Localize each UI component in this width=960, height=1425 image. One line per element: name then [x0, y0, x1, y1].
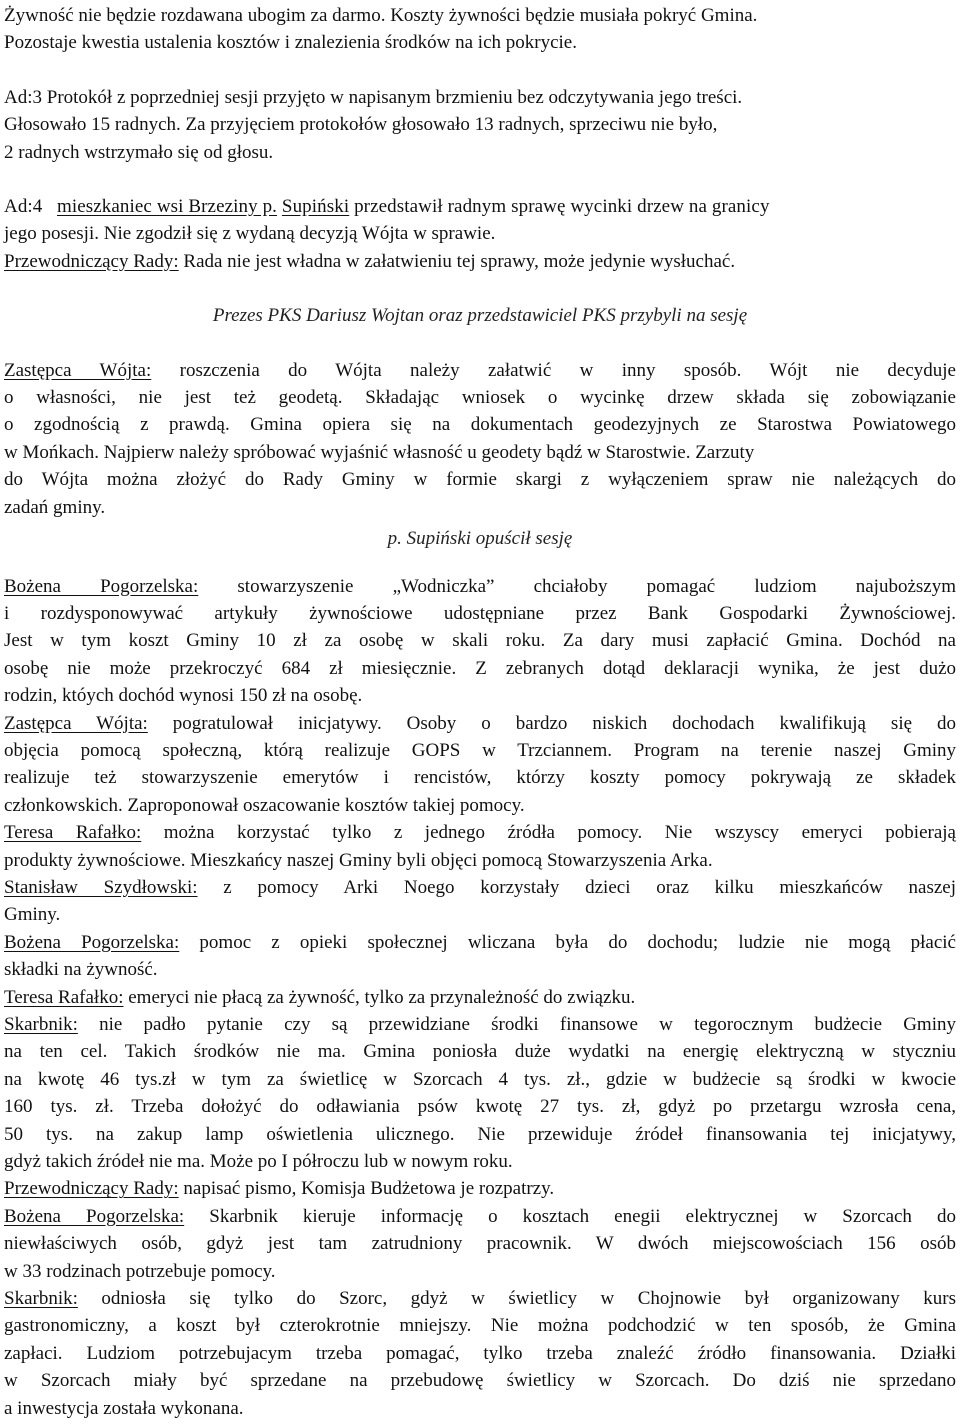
speech-text: Skarbnik kieruje informację o kosztach enegii elektrycznej w Szorcach do — [184, 1205, 956, 1227]
ad4-line-1 — [4, 193, 956, 220]
entry-line: osobę nie może przekroczyć 684 zł miesięcznie. Z zebranych dotąd deklaracji wynika, że jest dużo — [4, 657, 956, 679]
speaker-label: Teresa Rafałko: — [4, 822, 142, 844]
deputy-line: do Wójta można złożyć do Rady Gminy w formie skargi z wyłączeniem spraw nie należących do — [4, 469, 956, 491]
entry-first-line — [4, 1011, 956, 1038]
entry-line: Gminy. — [4, 904, 61, 926]
discussion-entry — [4, 710, 956, 820]
discussion-entry — [4, 929, 956, 984]
entry-line: składki na żywność. — [4, 959, 158, 981]
speaker-label: Zastępca Wójta: — [4, 712, 148, 734]
ad4-surname: Supiński — [281, 196, 350, 218]
entry-first-line — [4, 819, 956, 846]
entry-line: niewłaściwych osób, gdyż jest tam zatrudniony pracownik. W dwóch miejscowościach 156 osób — [4, 1233, 956, 1255]
ad3-line: Ad:3 Protokół z poprzedniej sesji przyjęto w napisanym brzmieniu bez odczytywania jego treści. — [4, 86, 743, 108]
ad4-rest: przedstawił radnym sprawę wycinki drzew na granicy — [349, 196, 770, 218]
deputy-statement — [4, 357, 956, 521]
speaker-label: Stanisław Szydłowski: — [4, 876, 198, 898]
entry-line: a inwestycja została wykonana. — [4, 1397, 244, 1419]
entry-line: i rozdysponowywać artykuły żywnościowe udostępniane przez Bank Gospodarki Żywnościowej. — [4, 602, 956, 624]
speech-text: Rada nie jest władna w załatwieniu tej sprawy, może jedynie wysłuchać. — [178, 250, 736, 272]
ad4-label: Ad:4 — [4, 196, 43, 218]
entry-line: gastronomiczny, a koszt był czterokrotnie mniejszy. Nie można podchodzić w ten sposób, że Gmina — [4, 1315, 956, 1337]
entry-line: rodzin, któych dochód wynosi 150 zł na osobę. — [4, 685, 363, 707]
speech-text: roszczenia do Wójta należy załatwić w inny sposób. Wójt nie decyduje — [151, 359, 956, 381]
entry-first-line — [4, 929, 956, 956]
ad3-paragraph — [4, 84, 956, 166]
discussion-entries — [4, 573, 956, 1423]
ad4-resident: mieszkaniec wsi Brzeziny p. — [56, 196, 278, 218]
speech-text: pogratulował inicjatywy. Osoby o bardzo niskich dochodach kwalifikują się do — [147, 712, 956, 734]
intro-line-1: Żywność nie będzie rozdawana ubogim za darmo. Koszty żywności będzie musiała pokryć Gmina. — [4, 5, 758, 26]
entry-first-line — [4, 1175, 956, 1202]
entry-line: w 33 rodzinach potrzebuje pomocy. — [4, 1260, 276, 1282]
speaker-label: Przewodniczący Rady: — [4, 250, 179, 272]
speech-text: można korzystać tylko z jednego źródła pomocy. Nie wszyscy emeryci pobierają — [141, 822, 956, 844]
ad4-line-2: jego posesji. Nie zgodził się z wydaną decyzją Wójta w sprawie. — [4, 223, 496, 245]
entry-line: 160 tys. zł. Trzeba dołożyć do odławiania psów kwotę 27 tys. zł, gdyż po przetargu wzrosła cena, — [4, 1096, 956, 1118]
entry-first-line — [4, 710, 956, 737]
deputy-line-1 — [4, 357, 956, 384]
discussion-entry — [4, 984, 956, 1011]
ad4-paragraph — [4, 193, 956, 275]
speaker-label: Skarbnik: — [4, 1014, 78, 1035]
entry-first-line — [4, 573, 956, 600]
entry-first-line — [4, 984, 956, 1011]
discussion-entry — [4, 1203, 956, 1285]
speech-text: pomoc z opieki społecznej wliczana była do dochodu; ludzie nie mogą płacić — [179, 931, 956, 953]
speech-text: napisać pismo, Komisja Budżetowa je rozpatrzy. — [178, 1178, 555, 1200]
speaker-label: Teresa Rafałko: — [4, 986, 124, 1008]
intro-line-2: Pozostaje kwestia ustalenia kosztów i znalezienia środków na ich pokrycie. — [4, 32, 577, 54]
discussion-entry — [4, 819, 956, 874]
entry-line: gdyż takich źródeł nie ma. Może po I półroczu lub w nowym roku. — [4, 1151, 513, 1173]
entry-line: na kwotę 46 tys.zł w tym za świetlicę w Szorcach 4 tys. zł., gdzie w budżecie są środki w kwocie — [4, 1068, 956, 1090]
entry-first-line — [4, 874, 956, 901]
entry-line: na ten cel. Takich środków nie ma. Gmina poniosła duże wydatki na energię elektryczną w styczniu — [4, 1041, 956, 1063]
discussion-entry — [4, 1285, 956, 1422]
entry-line: realizuje też stowarzyszenie emerytów i rencistów, którzy koszty pomocy pokrywają ze składek — [4, 767, 956, 789]
speaker-label: Bożena Pogorzelska: — [4, 1205, 185, 1227]
entry-line: objęcia pomocą społeczną, którą realizuje GOPS w Trzciannem. Program na terenie naszej Gminy — [4, 739, 956, 761]
session-note-departure: p. Supiński opuścił sesję — [387, 528, 573, 550]
entry-line: członkowskich. Zaproponował oszacowanie kosztów takiej pomocy. — [4, 794, 525, 816]
ad3-line: 2 radnych wstrzymało się od głosu. — [4, 141, 274, 163]
entry-line: 50 tys. na zakup lamp oświetlenia ulicznego. Nie przewiduje źródeł finansowania tej inicjatywy, — [4, 1123, 956, 1145]
speech-text: stowarzyszenie „Wodniczka” chciałoby pomagać ludziom najuboższym — [198, 575, 956, 597]
discussion-entry — [4, 1175, 956, 1202]
entry-line: produkty żywnościowe. Mieszkańcy naszej Gminy byli objęci pomocą Stowarzyszenia Arka. — [4, 849, 713, 871]
discussion-entry — [4, 874, 956, 929]
deputy-line: zadań gminy. — [4, 496, 106, 518]
speaker-label: Bożena Pogorzelska: — [4, 575, 199, 597]
speaker-label: Przewodniczący Rady: — [4, 1178, 179, 1200]
deputy-line: w Mońkach. Najpierw należy spróbować wyjaśnić własność u geodety bądź w Starostwie. Zarzuty — [4, 441, 755, 463]
entry-line: Jest w tym koszt Gminy 10 zł za osobę w skali roku. Za dary musi zapłacić Gmina. Dochód na — [4, 630, 956, 652]
ad3-line: Głosowało 15 radnych. Za przyjęciem protokołów głosowało 13 radnych, sprzeciwu nie było, — [4, 114, 718, 136]
discussion-entry — [4, 1011, 956, 1175]
entry-first-line — [4, 1285, 956, 1312]
speech-text: nie padło pytanie czy są przewidziane środki finansowe w tegorocznym budżecie Gminy — [77, 1014, 956, 1035]
speaker-label: Zastępca Wójta: — [4, 359, 152, 381]
session-note-pks: Prezes PKS Dariusz Wojtan oraz przedstawiciel PKS przybyli na sesję — [212, 305, 748, 327]
speaker-label: Skarbnik: — [4, 1288, 78, 1310]
speech-text: z pomocy Arki Noego korzystały dzieci oraz kilku mieszkańców naszej — [197, 876, 956, 898]
deputy-line: o własności, nie jest też geodetą. Składając wniosek o wycinkę drzew składa się zobowiązanie — [4, 387, 956, 409]
entry-line: w Szorcach miały być sprzedane na przebudowę świetlicy w Szorcach. Do dziś nie sprzedano — [4, 1370, 956, 1392]
entry-first-line — [4, 1203, 956, 1230]
discussion-entry — [4, 573, 956, 710]
entry-line: zapłaci. Ludziom potrzebujacym trzeba pomagać, tylko trzeba znaleźć źródło finansowania. Działki — [4, 1342, 956, 1364]
speech-text: odniosła się tylko do Szorc, gdyż w świetlicy w Chojnowie był organizowany kurs — [77, 1288, 956, 1310]
deputy-line: o zgodnością z prawdą. Gmina opiera się na dokumentach geodezyjnych ze Starostwa Powiatowego — [4, 414, 956, 436]
ad4-line-3 — [4, 248, 956, 275]
speech-text: emeryci nie płacą za żywność, tylko za przynależność do związku. — [123, 986, 636, 1008]
speaker-label: Bożena Pogorzelska: — [4, 931, 180, 953]
